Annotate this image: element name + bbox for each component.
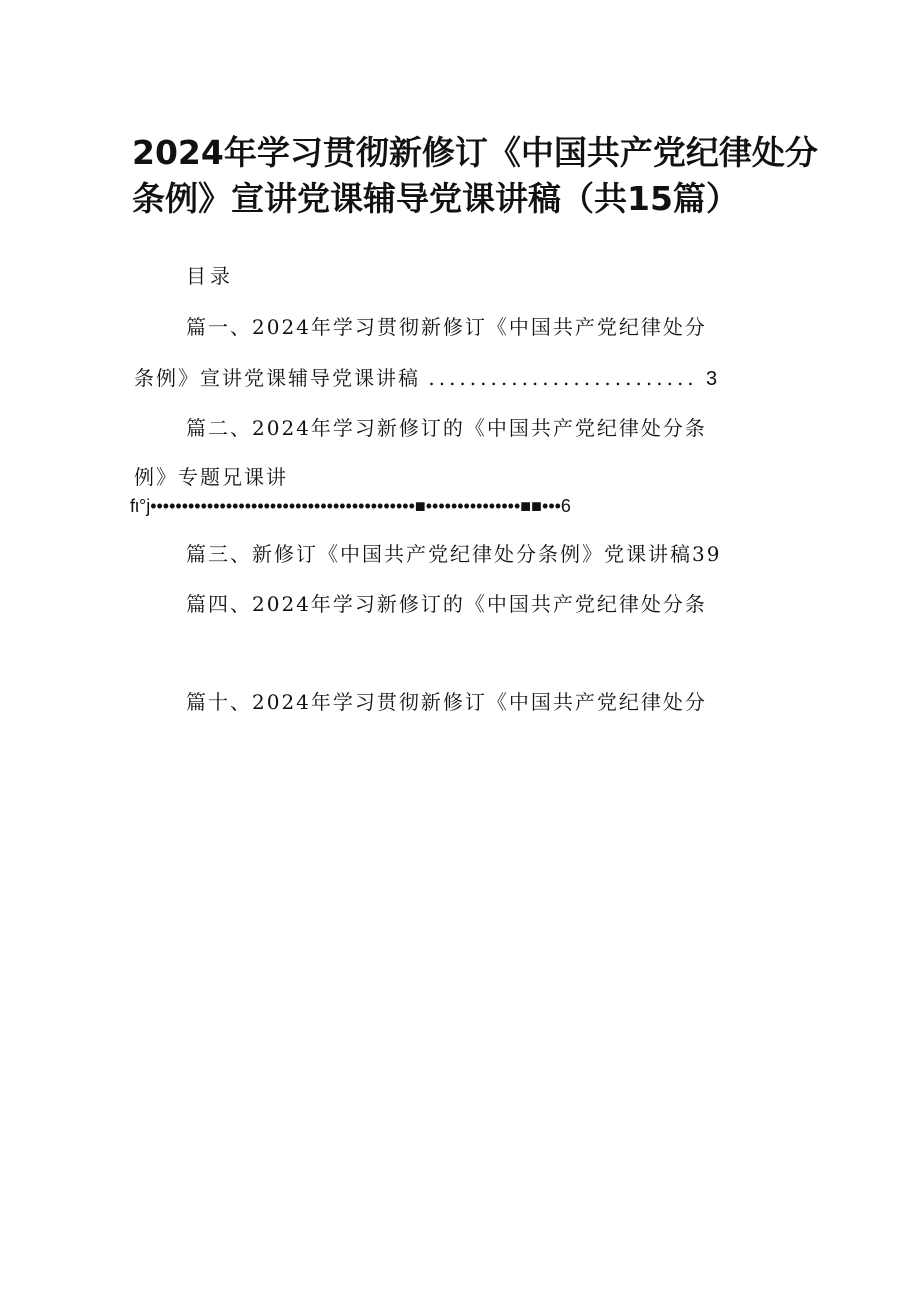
toc-entry-2-line-1: 篇二、2024年学习新修订的《中国共产党纪律处分条 <box>186 416 707 440</box>
toc-entry-1-line-1: 篇一、2024年学习贯彻新修订《中国共产党纪律处分 <box>186 315 707 339</box>
toc-heading: 目录 <box>186 264 234 288</box>
toc-entry-1-line-2 <box>134 364 717 393</box>
toc-entry-3-line-1: 篇三、新修订《中国共产党纪律处分条例》党课讲稿39 <box>186 542 722 566</box>
document-title <box>132 130 818 222</box>
title-line-2: 条例》宣讲党课辅导党课讲稿（共15篇） <box>132 179 739 218</box>
toc-entry-1-text: 条例》宣讲党课辅导党课讲稿 <box>134 366 420 390</box>
toc-entry-2-line-2: 例》专题兄课讲 <box>134 465 288 489</box>
toc-entry-5-line-1: 篇十、2024年学习贯彻新修订《中国共产党纪律处分 <box>186 690 707 714</box>
toc-entry-4-line-1: 篇四、2024年学习新修订的《中国共产党纪律处分条 <box>186 592 707 616</box>
toc-entry-2-line-3: fι°j••••••••••••••••••••••••••••••••••••••••••■•••••••••••••••■■•••6 <box>130 496 571 516</box>
title-line-1: 2024年学习贯彻新修订《中国共产党纪律处分 <box>132 133 818 172</box>
toc-entry-1-leader-dots: .......................... <box>428 366 698 390</box>
toc-entry-1-page: 3 <box>706 368 718 390</box>
